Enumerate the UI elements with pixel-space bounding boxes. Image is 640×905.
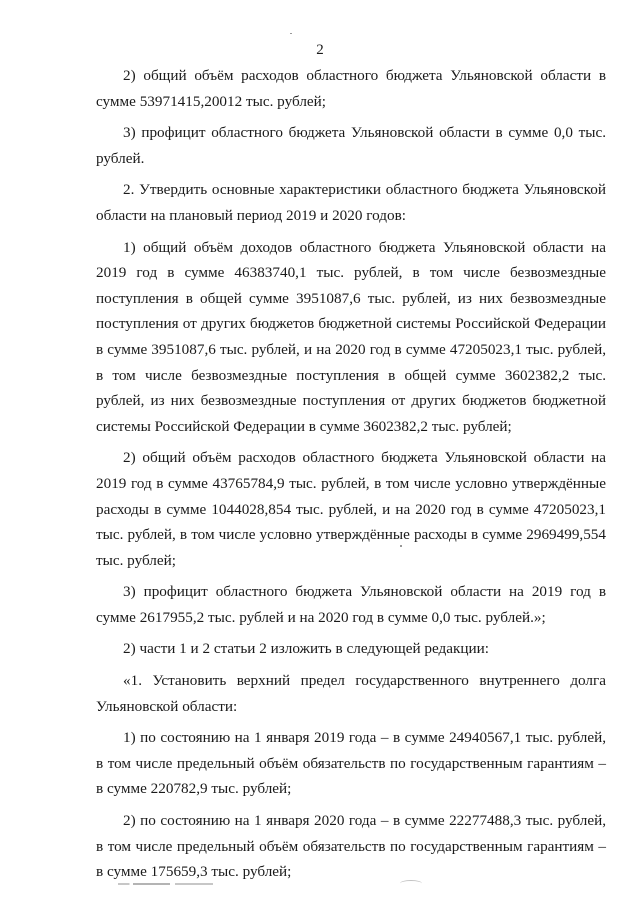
scan-artifact-dot — [290, 33, 292, 34]
scan-artifact-dot — [400, 545, 402, 547]
page-number: 2 — [316, 42, 324, 58]
paragraph-debt-2020: 2) по состоянию на 1 января 2020 года – в сумме 22277488,3 тыс. рублей, в том числе предельный объём обязательств по государственным гарантиям – в сумме 175659,3 тыс. рублей; — [96, 812, 606, 881]
paragraph-planning-period: 2. Утвердить основные характеристики областного бюджета Ульяновской области на плановый период 2019 и 2020 годов: — [96, 181, 606, 224]
paragraph-surplus-2018: 3) профицит областного бюджета Ульяновской области в сумме 0,0 тыс. рублей. — [96, 124, 606, 167]
document-body — [96, 63, 606, 885]
scan-artifact-smudge — [400, 880, 422, 887]
paragraph-debt-2019: 1) по состоянию на 1 января 2019 года – в сумме 24940567,1 тыс. рублей, в том числе предельный объём обязательств по государственным гарантиям – в сумме 220782,9 тыс. рублей; — [96, 729, 606, 798]
paragraph-revenues-2019-2020: 1) общий объём доходов областного бюджета Ульяновской области на 2019 год в сумме 46383740,1 тыс. рублей, в том числе безвозмездные поступления в общей сумме 3951087,6 тыс. рублей, из них безвозмездные поступления от других бюджетов бюджетной системы Российской Федерации в сумме 3951087,6 тыс. рублей, и на 2020 год в сумме 47205023,1 тыс. рублей, в том числе безвозмездные поступления в общей сумме 3602382,2 тыс. рублей, из них безвозмездные поступления от других бюджетов бюджетной системы Российской Федерации в сумме 3602382,2 тыс. рублей; — [96, 238, 606, 435]
paragraph-debt-limit: «1. Установить верхний предел государственного внутреннего долга Ульяновской области: — [96, 672, 606, 715]
paragraph-article-2-amendment: 2) части 1 и 2 статьи 2 изложить в следующей редакции: — [123, 640, 489, 658]
paragraph-expenses-2018: 2) общий объём расходов областного бюджета Ульяновской области в сумме 53971415,20012 тыс. рублей; — [96, 67, 606, 110]
scan-artifact-line — [118, 883, 213, 885]
paragraph-surplus-2019-2020: 3) профицит областного бюджета Ульяновской области на 2019 год в сумме 2617955,2 тыс. рублей и на 2020 год в сумме 0,0 тыс. рублей.»; — [96, 583, 606, 626]
paragraph-expenses-2019-2020: 2) общий объём расходов областного бюджета Ульяновской области на 2019 год в сумме 43765784,9 тыс. рублей, в том числе условно утверждённые расходы в сумме 1044028,854 тыс. рублей, и на 2020 год в сумме 47205023,1 тыс. рублей, в том числе условно утверждённые расходы в сумме 2969499,554 тыс. рублей; — [96, 449, 606, 569]
